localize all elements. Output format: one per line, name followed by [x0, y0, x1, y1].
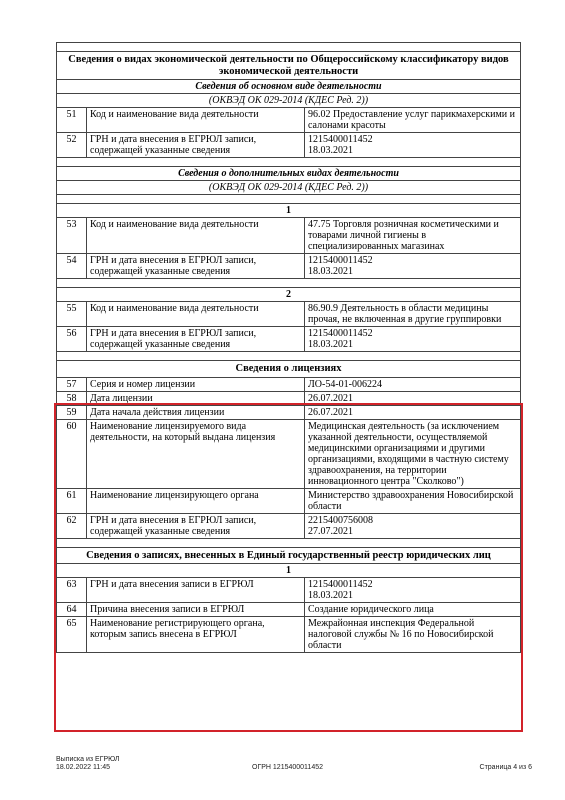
okved-extra-subheader [57, 167, 521, 181]
group-index: 2 [57, 288, 521, 302]
table-row [57, 603, 521, 617]
row-value: 1215400011452 18.03.2021 [305, 133, 521, 158]
row-value: 1215400011452 18.03.2021 [305, 578, 521, 603]
row-value: 26.07.2021 [305, 391, 521, 405]
row-number: 53 [57, 218, 87, 254]
group-index: 1 [57, 564, 521, 578]
table-row [57, 488, 521, 513]
row-value: 2215400756008 27.07.2021 [305, 513, 521, 538]
row-label: Дата начала действия лицензии [87, 405, 305, 419]
row-value: 26.07.2021 [305, 405, 521, 419]
row-number: 58 [57, 391, 87, 405]
row-value: 1215400011452 18.03.2021 [305, 254, 521, 279]
table-row [57, 302, 521, 327]
okved-title: Сведения о видах экономической деятельности по Общероссийскому классификатору видов экономической деятельности [57, 52, 521, 80]
group-index-row [57, 564, 521, 578]
row-label: Код и наименование вида деятельности [87, 302, 305, 327]
footer-extract-label: Выписка из ЕГРЮЛ 18.02.2022 11:45 [56, 756, 120, 771]
table-row [57, 254, 521, 279]
footer-ogrn: ОГРН 1215400011452 [252, 764, 323, 771]
row-number: 60 [57, 419, 87, 488]
row-value: ЛО-54-01-006224 [305, 377, 521, 391]
row-number: 62 [57, 513, 87, 538]
row-value: Медицинская деятельность (за исключением указанной деятельности, осуществляемой медицинскими организациями и другими организациями, входящими в частную систему здравоохранения, на территории инновационного центра "Сколково") [305, 419, 521, 488]
row-label: Наименование регистрирующего органа, которым запись внесена в ЕГРЮЛ [87, 617, 305, 653]
table-row [57, 218, 521, 254]
row-label: Причина внесения записи в ЕГРЮЛ [87, 603, 305, 617]
table-row [57, 419, 521, 488]
row-value: 47.75 Торговля розничная косметическими и товарами личной гигиены в специализированных магазинах [305, 218, 521, 254]
records-section-header [57, 547, 521, 564]
egrul-extract-page [56, 42, 520, 653]
row-number: 57 [57, 377, 87, 391]
row-label: ГРН и дата внесения в ЕГРЮЛ записи, содержащей указанные сведения [87, 327, 305, 352]
table-row [57, 391, 521, 405]
spacer-row [57, 279, 521, 288]
okved-extra-subtitle: Сведения о дополнительных видах деятельности [57, 167, 521, 181]
row-label: Наименование лицензирующего органа [87, 488, 305, 513]
row-number: 59 [57, 405, 87, 419]
row-number: 56 [57, 327, 87, 352]
row-number: 51 [57, 108, 87, 133]
row-value: 1215400011452 18.03.2021 [305, 327, 521, 352]
row-label: ГРН и дата внесения в ЕГРЮЛ записи, содержащей указанные сведения [87, 133, 305, 158]
okved-section-header [57, 52, 521, 80]
spacer-row [57, 352, 521, 361]
row-number: 65 [57, 617, 87, 653]
table-row [57, 377, 521, 391]
spacer-row [57, 43, 521, 52]
okved-main-subheader [57, 80, 521, 94]
row-value: Создание юридического лица [305, 603, 521, 617]
okved-code-row [57, 94, 521, 108]
records-title: Сведения о записях, внесенных в Единый государственный реестр юридических лиц [57, 547, 521, 564]
okved-classifier-code: (ОКВЭД ОК 029-2014 (КДЕС Ред. 2)) [57, 94, 521, 108]
row-number: 54 [57, 254, 87, 279]
group-index: 1 [57, 204, 521, 218]
spacer-row [57, 195, 521, 204]
table-row [57, 327, 521, 352]
row-label: Дата лицензии [87, 391, 305, 405]
spacer-row [57, 538, 521, 547]
row-value: 86.90.9 Деятельность в области медицины прочая, не включенная в другие группировки [305, 302, 521, 327]
row-label: Код и наименование вида деятельности [87, 218, 305, 254]
okved-classifier-code: (ОКВЭД ОК 029-2014 (КДЕС Ред. 2)) [57, 181, 521, 195]
table-row [57, 108, 521, 133]
group-index-row [57, 288, 521, 302]
spacer-row [57, 158, 521, 167]
row-label: ГРН и дата внесения записи в ЕГРЮЛ [87, 578, 305, 603]
row-label: Наименование лицензируемого вида деятельности, на который выдана лицензия [87, 419, 305, 488]
licenses-section-header [57, 361, 521, 378]
row-number: 61 [57, 488, 87, 513]
row-number: 63 [57, 578, 87, 603]
row-value: Министерство здравоохранения Новосибирской области [305, 488, 521, 513]
table-row [57, 578, 521, 603]
table-row [57, 617, 521, 653]
row-value: 96.02 Предоставление услуг парикмахерскими и салонами красоты [305, 108, 521, 133]
row-label: ГРН и дата внесения в ЕГРЮЛ записи, содержащей указанные сведения [87, 254, 305, 279]
table-row [57, 513, 521, 538]
licenses-title: Сведения о лицензиях [57, 361, 521, 378]
row-label: ГРН и дата внесения в ЕГРЮЛ записи, содержащей указанные сведения [87, 513, 305, 538]
okved-code-row [57, 181, 521, 195]
table-row [57, 405, 521, 419]
group-index-row [57, 204, 521, 218]
footer-page-number: Страница 4 из 6 [479, 764, 532, 771]
row-number: 64 [57, 603, 87, 617]
row-label: Код и наименование вида деятельности [87, 108, 305, 133]
row-label: Серия и номер лицензии [87, 377, 305, 391]
row-value: Межрайонная инспекция Федеральной налоговой службы № 16 по Новосибирской области [305, 617, 521, 653]
row-number: 52 [57, 133, 87, 158]
row-number: 55 [57, 302, 87, 327]
okved-main-subtitle: Сведения об основном виде деятельности [57, 80, 521, 94]
egrul-table [56, 42, 521, 653]
table-row [57, 133, 521, 158]
